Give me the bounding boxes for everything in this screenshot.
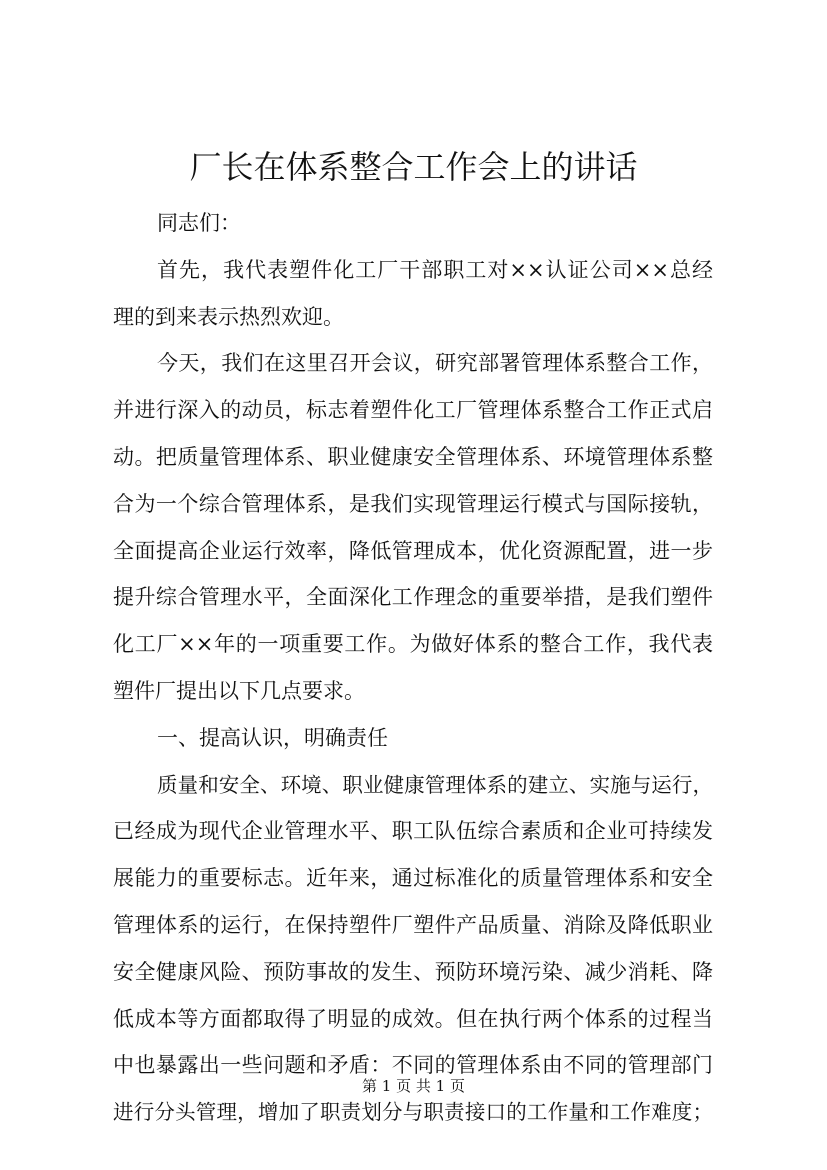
body-line: 质量和安全、环境、职业健康管理体系的建立、实施与运行， [157, 772, 713, 797]
body-line: 合为一个综合管理体系，是我们实现管理运行模式与国际接轨， [113, 491, 713, 516]
body-line: 化工厂××年的一项重要工作。为做好体系的整合工作，我代表 [113, 632, 713, 657]
document-title: 厂长在体系整合工作会上的讲话 [189, 148, 638, 186]
document-body [113, 200, 713, 1136]
body-line: 理的到来表示热烈欢迎。 [113, 304, 344, 329]
body-line: 管理体系的运行，在保持塑件厂塑件产品质量、消除及降低职业 [113, 912, 713, 937]
body-line: 同志们： [157, 211, 241, 235]
body-line: 并进行深入的动员，标志着塑件化工厂管理体系整合工作正式启 [113, 398, 713, 423]
body-line: 全面提高企业运行效率，降低管理成本，优化资源配置，进一步 [113, 538, 713, 563]
body-line: 首先，我代表塑件化工厂干部职工对××认证公司××总经 [157, 257, 713, 282]
body-line: 今天，我们在这里召开会议，研究部署管理体系整合工作， [157, 351, 713, 376]
body-line: 低成本等方面都取得了明显的成效。但在执行两个体系的过程当 [113, 1006, 713, 1031]
body-line: 提升综合管理水平，全面深化工作理念的重要举措，是我们塑件 [113, 585, 713, 610]
body-line: 展能力的重要标志。近年来，通过标准化的质量管理体系和安全 [113, 866, 713, 891]
body-line: 中也暴露出一些问题和矛盾：不同的管理体系由不同的管理部门 [113, 1053, 713, 1078]
body-line: 进行分头管理，增加了职责划分与职责接口的工作量和工作难度； [113, 1100, 713, 1125]
body-line: 安全健康风险、预防事故的发生、预防环境污染、减少消耗、降 [113, 959, 713, 984]
body-line: 动。把质量管理体系、职业健康安全管理体系、环境管理体系整 [113, 444, 713, 469]
body-line: 一、提高认识，明确责任 [157, 725, 388, 750]
page-number-footer: 第 1 页 共 1 页 [362, 1077, 465, 1095]
body-line: 塑件厂提出以下几点要求。 [113, 678, 365, 703]
body-line: 已经成为现代企业管理水平、职工队伍综合素质和企业可持续发 [113, 819, 713, 844]
